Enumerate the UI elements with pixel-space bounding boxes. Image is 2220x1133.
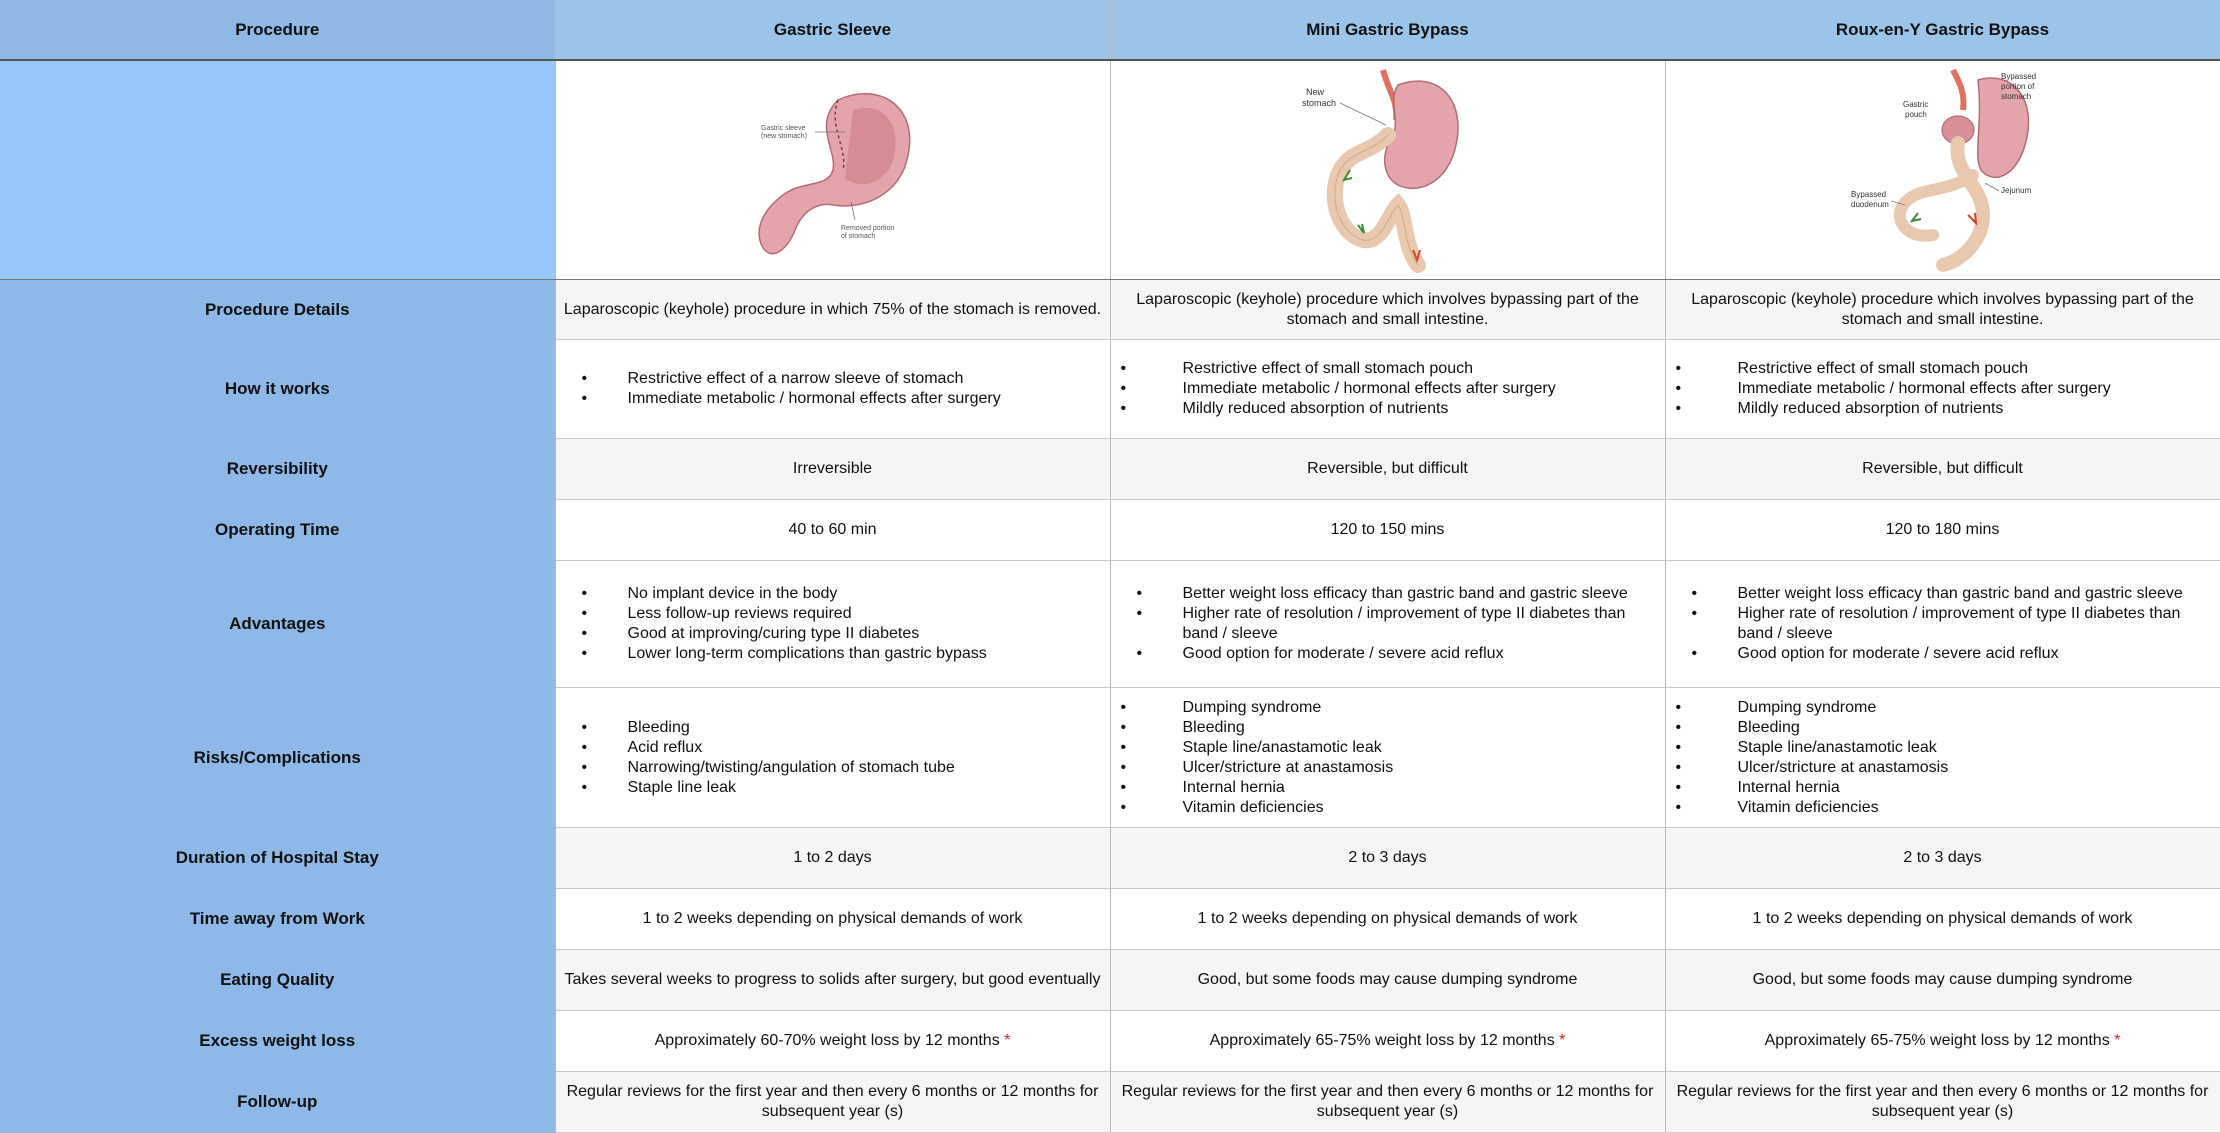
sleeve-label-1: Gastric sleeve <box>760 125 805 132</box>
list-item: • Vitamin deficiencies <box>1119 798 1657 818</box>
row-operating-time <box>0 500 2220 561</box>
mini-image-cell <box>1110 60 1665 280</box>
reversibility-mini: Reversible, but difficult <box>1110 439 1665 500</box>
roux-en-y-diagram <box>1833 65 2053 275</box>
list-item: • Dumping syndrome <box>1119 698 1657 718</box>
row-how-it-works <box>0 340 2220 439</box>
risks-mini <box>1110 688 1665 828</box>
label-eating-quality: Eating Quality <box>0 950 555 1011</box>
operating-sleeve: 40 to 60 min <box>555 500 1110 561</box>
list-item: • Less follow-up reviews required <box>564 604 1102 624</box>
followup-roux: Regular reviews for the first year and then every 6 months or 12 months for subsequent year (s) <box>1665 1072 2220 1133</box>
label-operating-time: Operating Time <box>0 500 555 561</box>
weight-mini <box>1110 1011 1665 1072</box>
list-item: • Bleeding <box>1674 718 2212 738</box>
list-item: • Mildly reduced absorption of nutrients <box>1674 399 2212 419</box>
list-item: • Internal hernia <box>1674 778 2212 798</box>
label-reversibility: Reversibility <box>0 439 555 500</box>
image-row-label <box>0 60 555 280</box>
stay-mini: 2 to 3 days <box>1110 828 1665 889</box>
list-item: • No implant device in the body <box>564 584 1102 604</box>
how-mini <box>1110 340 1665 439</box>
list-item: • Dumping syndrome <box>1674 698 2212 718</box>
label-advantages: Advantages <box>0 561 555 688</box>
weight-roux <box>1665 1011 2220 1072</box>
work-roux: 1 to 2 weeks depending on physical demands of work <box>1665 889 2220 950</box>
sleeve-label-4: of stomach <box>840 233 875 240</box>
list-item: • Staple line/anastamotic leak <box>1119 738 1657 758</box>
gastric-sleeve-diagram <box>733 70 933 270</box>
followup-mini: Regular reviews for the first year and then every 6 months or 12 months for subsequent year (s) <box>1110 1072 1665 1133</box>
asterisk-marker: * <box>1004 1032 1011 1049</box>
asterisk-marker: * <box>2114 1032 2121 1049</box>
roux-label-4: Gastric <box>1902 100 1928 109</box>
list-item: • Immediate metabolic / hormonal effects after surgery <box>1674 379 2212 399</box>
list-item: • Ulcer/stricture at anastamosis <box>1119 758 1657 778</box>
list-item: • Mildly reduced absorption of nutrients <box>1119 399 1657 419</box>
roux-image-cell <box>1665 60 2220 280</box>
risks-sleeve <box>555 688 1110 828</box>
row-excess-weight-loss <box>0 1011 2220 1072</box>
list-item: • Internal hernia <box>1119 778 1657 798</box>
list-item: • Vitamin deficiencies <box>1674 798 2212 818</box>
header-roux-en-y: Roux-en-Y Gastric Bypass <box>1665 0 2220 60</box>
asterisk-marker: * <box>1559 1032 1566 1049</box>
advantages-roux <box>1665 561 2220 688</box>
roux-label-6: Jejunum <box>2000 186 2031 195</box>
mini-label-1: New <box>1305 87 1324 97</box>
list-item: • Staple line leak <box>564 778 1102 798</box>
roux-label-1: Bypassed <box>2000 72 2036 81</box>
stay-sleeve: 1 to 2 days <box>555 828 1110 889</box>
weight-mini-text: Approximately 65-75% weight loss by 12 months <box>1209 1032 1555 1049</box>
label-follow-up: Follow-up <box>0 1072 555 1133</box>
row-advantages <box>0 561 2220 688</box>
details-roux: Laparoscopic (keyhole) procedure which involves bypassing part of the stomach and small intestine. <box>1665 280 2220 340</box>
list-item: • Bleeding <box>564 718 1102 738</box>
roux-label-8: duodenum <box>1850 200 1889 209</box>
list-item: • Acid reflux <box>564 738 1102 758</box>
label-excess-weight-loss: Excess weight loss <box>0 1011 555 1072</box>
how-sleeve <box>555 340 1110 439</box>
roux-label-3: stomach <box>2000 92 2031 101</box>
list-item: • Lower long-term complications than gastric bypass <box>564 644 1102 664</box>
details-mini: Laparoscopic (keyhole) procedure which involves bypassing part of the stomach and small intestine. <box>1110 280 1665 340</box>
reversibility-sleeve: Irreversible <box>555 439 1110 500</box>
list-item: • Narrowing/twisting/angulation of stomach tube <box>564 758 1102 778</box>
row-hospital-stay <box>0 828 2220 889</box>
weight-sleeve-text: Approximately 60-70% weight loss by 12 months <box>654 1032 1000 1049</box>
row-time-away <box>0 889 2220 950</box>
advantages-mini <box>1110 561 1665 688</box>
row-reversibility <box>0 439 2220 500</box>
stay-roux: 2 to 3 days <box>1665 828 2220 889</box>
list-item: • Ulcer/stricture at anastamosis <box>1674 758 2212 778</box>
header-mini-gastric-bypass: Mini Gastric Bypass <box>1110 0 1665 60</box>
reversibility-roux: Reversible, but difficult <box>1665 439 2220 500</box>
details-sleeve: Laparoscopic (keyhole) procedure in which 75% of the stomach is removed. <box>555 280 1110 340</box>
mini-label-2: stomach <box>1301 98 1336 108</box>
header-gastric-sleeve: Gastric Sleeve <box>555 0 1110 60</box>
list-item: • Good option for moderate / severe acid reflux <box>1119 644 1657 664</box>
label-procedure-details: Procedure Details <box>0 280 555 340</box>
list-item: • Restrictive effect of a narrow sleeve of stomach <box>564 369 1102 389</box>
operating-roux: 120 to 180 mins <box>1665 500 2220 561</box>
row-procedure-details <box>0 280 2220 340</box>
roux-label-5: pouch <box>1904 110 1927 119</box>
eating-sleeve: Takes several weeks to progress to solids after surgery, but good eventually <box>555 950 1110 1011</box>
list-item: • Higher rate of resolution / improvement of type II diabetes than band / sleeve <box>1674 604 2212 644</box>
list-item: • Restrictive effect of small stomach pouch <box>1674 359 2212 379</box>
header-row <box>0 0 2220 60</box>
eating-roux: Good, but some foods may cause dumping syndrome <box>1665 950 2220 1011</box>
row-eating-quality <box>0 950 2220 1011</box>
followup-sleeve: Regular reviews for the first year and then every 6 months or 12 months for subsequent year (s) <box>555 1072 1110 1133</box>
roux-label-2: portion of <box>2000 82 2034 91</box>
image-row <box>0 60 2220 280</box>
list-item: • Better weight loss efficacy than gastric band and gastric sleeve <box>1119 584 1657 604</box>
list-item: • Bleeding <box>1119 718 1657 738</box>
mini-gastric-bypass-diagram <box>1288 65 1488 275</box>
sleeve-label-3: Removed portion <box>840 225 894 232</box>
operating-mini: 120 to 150 mins <box>1110 500 1665 561</box>
label-how-it-works: How it works <box>0 340 555 439</box>
list-item: • Higher rate of resolution / improvement of type II diabetes than band / sleeve <box>1119 604 1657 644</box>
list-item: • Immediate metabolic / hormonal effects after surgery <box>564 389 1102 409</box>
list-item: • Good at improving/curing type II diabetes <box>564 624 1102 644</box>
sleeve-image-cell <box>555 60 1110 280</box>
sleeve-label-2: (new stomach) <box>760 133 807 140</box>
row-follow-up <box>0 1072 2220 1133</box>
how-roux <box>1665 340 2220 439</box>
label-time-away: Time away from Work <box>0 889 555 950</box>
eating-mini: Good, but some foods may cause dumping syndrome <box>1110 950 1665 1011</box>
label-hospital-stay: Duration of Hospital Stay <box>0 828 555 889</box>
list-item: • Better weight loss efficacy than gastric band and gastric sleeve <box>1674 584 2212 604</box>
list-item: • Restrictive effect of small stomach pouch <box>1119 359 1657 379</box>
roux-label-7: Bypassed <box>1850 190 1886 199</box>
header-procedure: Procedure <box>0 0 555 60</box>
weight-sleeve <box>555 1011 1110 1072</box>
risks-roux <box>1665 688 2220 828</box>
list-item: • Staple line/anastamotic leak <box>1674 738 2212 758</box>
row-risks <box>0 688 2220 828</box>
list-item: • Immediate metabolic / hormonal effects after surgery <box>1119 379 1657 399</box>
weight-roux-text: Approximately 65-75% weight loss by 12 months <box>1764 1032 2110 1049</box>
list-item: • Good option for moderate / severe acid reflux <box>1674 644 2212 664</box>
label-risks: Risks/Complications <box>0 688 555 828</box>
work-mini: 1 to 2 weeks depending on physical demands of work <box>1110 889 1665 950</box>
advantages-sleeve <box>555 561 1110 688</box>
work-sleeve: 1 to 2 weeks depending on physical demands of work <box>555 889 1110 950</box>
